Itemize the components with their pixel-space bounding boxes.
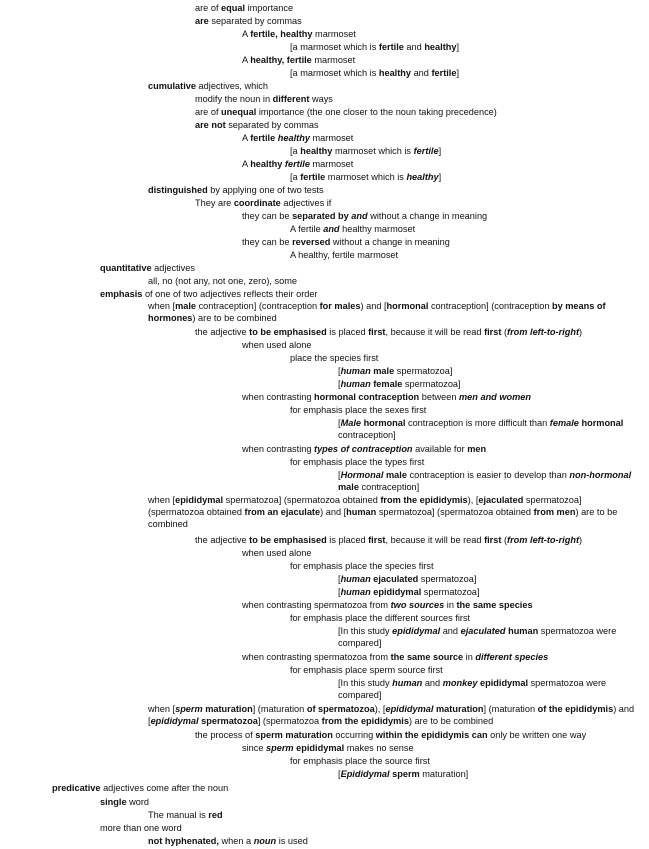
text-run: when contrasting bbox=[242, 444, 315, 454]
text-run: sperm bbox=[175, 704, 203, 714]
outline-line bbox=[242, 443, 486, 455]
text-run: when a bbox=[218, 836, 254, 846]
outline-line bbox=[290, 67, 459, 79]
text-run: ( bbox=[501, 535, 508, 545]
text-run: healthy bbox=[277, 133, 310, 143]
text-run: separated by commas bbox=[225, 120, 319, 130]
text-run: fertile bbox=[284, 159, 310, 169]
text-run: without a change in meaning bbox=[330, 237, 450, 247]
text-run: men and women bbox=[459, 392, 531, 402]
text-run: contraception] (contraception bbox=[196, 301, 320, 311]
text-run: spermatozoa bbox=[201, 716, 258, 726]
text-run: separated by commas bbox=[208, 16, 302, 26]
text-run: marmoset which is bbox=[325, 172, 407, 182]
text-run: ) are to be combined bbox=[192, 313, 277, 323]
text-run: separated by bbox=[292, 211, 352, 221]
text-run: ) bbox=[579, 535, 583, 545]
text-run: when [ bbox=[148, 495, 176, 505]
outline-line bbox=[290, 560, 434, 572]
text-run: emphasis bbox=[100, 289, 143, 299]
outline-line bbox=[242, 132, 353, 144]
text-run: spermatozoa] bbox=[421, 587, 480, 597]
text-run: from left-to-right bbox=[507, 535, 579, 545]
text-run: sperm maturation bbox=[255, 730, 333, 740]
text-run: is placed bbox=[326, 535, 369, 545]
text-run: epididymal bbox=[385, 704, 434, 714]
text-run: they can be bbox=[242, 237, 293, 247]
text-run: human bbox=[392, 678, 423, 688]
outline-line bbox=[338, 586, 479, 598]
outline-line bbox=[148, 835, 308, 847]
text-run: male bbox=[175, 301, 197, 311]
text-run: word bbox=[126, 797, 150, 807]
text-run: hormonal bbox=[386, 301, 429, 311]
text-run: hormonal bbox=[363, 418, 406, 428]
text-run: ) are to be combined bbox=[408, 716, 494, 726]
text-run: ), [ bbox=[467, 495, 479, 505]
text-run: quantitative bbox=[100, 263, 152, 273]
text-run: , because it will be read bbox=[385, 327, 485, 337]
text-run: red bbox=[208, 810, 223, 820]
text-run: different bbox=[272, 94, 310, 104]
text-run: healthy bbox=[406, 172, 439, 182]
text-run: when contrasting spermatozoa from bbox=[242, 652, 391, 662]
outline-line bbox=[290, 612, 470, 624]
text-run: the process of bbox=[195, 730, 256, 740]
text-run: since bbox=[242, 743, 267, 753]
text-run: A bbox=[242, 159, 251, 169]
text-run: marmoset bbox=[309, 159, 354, 169]
outline-line bbox=[148, 703, 640, 727]
text-run: reversed bbox=[292, 237, 331, 247]
outline-line bbox=[195, 534, 582, 546]
text-run: [ bbox=[338, 769, 341, 779]
text-run: ejaculated bbox=[373, 574, 419, 584]
text-run: contraception] bbox=[338, 430, 396, 440]
text-run: ] bbox=[438, 172, 442, 182]
text-run: are bbox=[195, 16, 209, 26]
text-run: coordinate bbox=[233, 198, 281, 208]
outline-line bbox=[148, 80, 268, 92]
text-run: spermatozoa were compared] bbox=[338, 626, 617, 648]
text-run: the same species bbox=[456, 600, 533, 610]
text-run: adjectives, which bbox=[196, 81, 269, 91]
outline-line bbox=[290, 145, 441, 157]
text-run: by applying one of two tests bbox=[207, 185, 324, 195]
text-run: to be emphasised bbox=[249, 327, 327, 337]
text-run: healthy bbox=[378, 68, 412, 78]
text-run: spermatozoa were compared] bbox=[338, 678, 607, 700]
text-run: ) bbox=[579, 327, 583, 337]
text-run: ( bbox=[501, 327, 508, 337]
outline-line bbox=[195, 15, 302, 27]
outline-line bbox=[148, 184, 324, 196]
text-run: healthy bbox=[250, 159, 283, 169]
text-run: first bbox=[484, 535, 502, 545]
text-run: epididymal bbox=[175, 495, 224, 505]
outline-line bbox=[52, 782, 228, 794]
text-run: [ bbox=[338, 574, 341, 584]
text-run: fertile bbox=[250, 133, 276, 143]
text-run: unequal bbox=[221, 107, 257, 117]
outline-line bbox=[290, 456, 424, 468]
text-run: Male bbox=[340, 418, 361, 428]
text-run: more than one word bbox=[100, 823, 182, 833]
text-run: human bbox=[340, 366, 371, 376]
text-run: for emphasis place the sexes first bbox=[290, 405, 427, 415]
text-run: not hyphenated, bbox=[148, 836, 219, 846]
text-run: are of bbox=[195, 107, 222, 117]
text-run: is placed bbox=[326, 327, 369, 337]
outline-line bbox=[242, 547, 311, 559]
outline-line bbox=[242, 210, 487, 222]
text-run: of the epididymis bbox=[537, 704, 614, 714]
outline-line bbox=[290, 171, 441, 183]
text-run: modify the noun in bbox=[195, 94, 273, 104]
text-run: hormonal contraception bbox=[314, 392, 420, 402]
text-run: ] (maturation bbox=[483, 704, 538, 714]
text-run: marmoset bbox=[312, 29, 356, 39]
text-run: healthy bbox=[424, 42, 457, 52]
outline-line bbox=[338, 573, 476, 585]
text-run: spermatozoa] bbox=[394, 366, 453, 376]
text-run: human bbox=[508, 626, 539, 636]
text-run: [ bbox=[338, 366, 341, 376]
outline-line bbox=[195, 197, 331, 209]
outline-line bbox=[338, 417, 643, 441]
text-run: female bbox=[373, 379, 403, 389]
outline-line bbox=[148, 809, 223, 821]
text-run: first bbox=[484, 327, 502, 337]
outline-line bbox=[338, 768, 468, 780]
text-run: contraception is more difficult than bbox=[405, 418, 550, 428]
text-run: predicative bbox=[52, 783, 101, 793]
outline-line bbox=[242, 599, 533, 611]
text-run: ), [ bbox=[374, 704, 386, 714]
text-run: fertile bbox=[378, 42, 404, 52]
text-run: ] bbox=[456, 42, 460, 52]
text-run: ) are to be combined bbox=[148, 507, 618, 529]
text-run: epididymal bbox=[373, 587, 422, 597]
text-run: ) and [ bbox=[360, 301, 387, 311]
outline-line bbox=[195, 326, 582, 338]
text-run: [a bbox=[290, 172, 301, 182]
text-run: cumulative bbox=[148, 81, 196, 91]
text-run: They are bbox=[195, 198, 234, 208]
outline-line bbox=[100, 796, 149, 808]
text-run: contraception] bbox=[358, 482, 420, 492]
text-run: [a marmoset which is bbox=[290, 42, 379, 52]
text-run: when used alone bbox=[242, 340, 312, 350]
text-run: within the epididymis can bbox=[375, 730, 488, 740]
text-run: spermatozoa] bbox=[418, 574, 477, 584]
text-run: first bbox=[368, 535, 386, 545]
text-run: female bbox=[549, 418, 579, 428]
text-run: contraception is easier to develop than bbox=[406, 470, 570, 480]
text-run: all, no (not any, not one, zero), some bbox=[148, 276, 297, 286]
outline-line bbox=[242, 28, 356, 40]
text-run: non-hormonal bbox=[569, 470, 632, 480]
text-run: between bbox=[419, 392, 460, 402]
text-run: healthy bbox=[300, 146, 333, 156]
text-run: when contrasting spermatozoa from bbox=[242, 600, 391, 610]
text-run: , because it will be read bbox=[385, 535, 485, 545]
text-run: when [ bbox=[148, 301, 176, 311]
text-run: hormonal bbox=[581, 418, 624, 428]
text-run: epididymal bbox=[296, 743, 345, 753]
text-run: monkey bbox=[442, 678, 478, 688]
text-run: in bbox=[444, 600, 457, 610]
text-run: fertile bbox=[413, 146, 439, 156]
text-run: [In this study bbox=[338, 678, 393, 688]
text-run: when used alone bbox=[242, 548, 312, 558]
text-run: fertile bbox=[431, 68, 457, 78]
outline-line bbox=[195, 119, 319, 131]
text-run: the same source bbox=[390, 652, 464, 662]
text-run: is used bbox=[276, 836, 308, 846]
outline-line bbox=[100, 288, 318, 300]
text-run: are of bbox=[195, 3, 222, 13]
text-run: A healthy, fertile marmoset bbox=[290, 250, 399, 260]
text-run: for emphasis place the species first bbox=[290, 561, 434, 571]
text-run: The manual is bbox=[148, 810, 209, 820]
text-run: human bbox=[340, 587, 371, 597]
text-run: maturation] bbox=[419, 769, 469, 779]
text-run: ejaculated bbox=[460, 626, 506, 636]
text-run: male bbox=[373, 366, 395, 376]
text-run: human bbox=[346, 507, 377, 517]
outline-line bbox=[195, 2, 293, 14]
text-run: ways bbox=[309, 94, 333, 104]
text-run: from the epididymis bbox=[321, 716, 409, 726]
outline-line bbox=[338, 677, 628, 701]
text-run: spermatozoa] (spermatozoa obtained bbox=[223, 495, 381, 505]
text-run: [ bbox=[338, 379, 341, 389]
outline-line bbox=[242, 54, 355, 66]
text-run: marmoset bbox=[311, 55, 356, 65]
text-run: Epididymal bbox=[340, 769, 390, 779]
text-run: and bbox=[411, 68, 432, 78]
text-run: occurring bbox=[332, 730, 376, 740]
text-run: human bbox=[340, 379, 371, 389]
text-run: of spermatozoa bbox=[306, 704, 375, 714]
text-run: from an ejaculate bbox=[244, 507, 321, 517]
text-run: spermatozoa] (spermatozoa obtained bbox=[376, 507, 534, 517]
text-run: for emphasis place the different sources first bbox=[290, 613, 471, 623]
outline-line bbox=[242, 742, 414, 754]
outline-line bbox=[290, 249, 398, 261]
outline-line bbox=[290, 404, 426, 416]
text-run: adjectives bbox=[151, 263, 195, 273]
text-run: fertile bbox=[300, 172, 326, 182]
text-run: sperm bbox=[266, 743, 294, 753]
text-run: epididymal bbox=[392, 626, 441, 636]
text-run: for emphasis place the types first bbox=[290, 457, 425, 467]
outline-line bbox=[195, 729, 586, 741]
text-run: ] (maturation bbox=[252, 704, 307, 714]
outline-line bbox=[338, 365, 452, 377]
text-run: marmoset bbox=[309, 133, 354, 143]
text-run: types of contraception bbox=[314, 444, 413, 454]
text-run: sperm bbox=[392, 769, 420, 779]
text-run: makes no sense bbox=[344, 743, 414, 753]
text-run: importance (the one closer to the noun taking precedence) bbox=[256, 107, 497, 117]
text-run: they can be bbox=[242, 211, 293, 221]
text-run: epididymal bbox=[150, 716, 199, 726]
text-run: ] bbox=[438, 146, 442, 156]
text-run: when [ bbox=[148, 704, 176, 714]
outline-line bbox=[242, 391, 531, 403]
text-run: distinguished bbox=[148, 185, 208, 195]
outline-line bbox=[290, 41, 459, 53]
outline-line bbox=[100, 262, 195, 274]
text-run: spermatozoa] (spermatozoa obtained bbox=[148, 495, 582, 517]
outline-line bbox=[195, 93, 333, 105]
text-run: and bbox=[323, 224, 340, 234]
text-run: men bbox=[467, 444, 487, 454]
text-run: for emphasis place the source first bbox=[290, 756, 430, 766]
text-run: from left-to-right bbox=[507, 327, 579, 337]
text-run: male bbox=[338, 482, 359, 492]
text-run: equal bbox=[221, 3, 246, 13]
text-run: for males bbox=[319, 301, 361, 311]
text-run: healthy marmoset bbox=[339, 224, 416, 234]
text-run: ] bbox=[456, 68, 460, 78]
text-run: to be emphasised bbox=[249, 535, 327, 545]
text-run: ] (spermatozoa bbox=[257, 716, 322, 726]
text-run: first bbox=[368, 327, 386, 337]
text-run: the adjective bbox=[195, 327, 250, 337]
text-run: are not bbox=[195, 120, 226, 130]
text-run: without a change in meaning bbox=[367, 211, 488, 221]
outline-line bbox=[338, 625, 633, 649]
text-run: ) and [ bbox=[320, 507, 347, 517]
text-run: noun bbox=[253, 836, 277, 846]
text-run: adjectives come after the noun bbox=[100, 783, 229, 793]
text-run: and bbox=[440, 626, 461, 636]
text-run: marmoset which is bbox=[332, 146, 414, 156]
outline-line bbox=[242, 339, 311, 351]
text-run: only be written one way bbox=[487, 730, 587, 740]
text-run: place the species first bbox=[290, 353, 379, 363]
text-run: [a bbox=[290, 146, 301, 156]
text-run: adjectives if bbox=[280, 198, 332, 208]
text-run: human bbox=[340, 574, 371, 584]
text-run: importance bbox=[245, 3, 294, 13]
outline-line bbox=[148, 300, 640, 324]
text-run: and bbox=[422, 678, 443, 688]
text-run: healthy, fertile bbox=[250, 55, 312, 65]
text-run: available for bbox=[412, 444, 468, 454]
outline-line bbox=[100, 822, 182, 834]
text-run: contraception] (contraception bbox=[428, 301, 552, 311]
text-run: different species bbox=[475, 652, 549, 662]
text-run: ) and [ bbox=[148, 704, 635, 726]
text-run: the adjective bbox=[195, 535, 250, 545]
text-run: fertile, healthy bbox=[250, 29, 313, 39]
text-run: A bbox=[242, 55, 251, 65]
text-run: A bbox=[242, 29, 251, 39]
text-run: single bbox=[100, 797, 127, 807]
text-run: maturation bbox=[436, 704, 484, 714]
outline-line bbox=[242, 236, 450, 248]
outline-line bbox=[242, 158, 353, 170]
text-run: [ bbox=[338, 470, 341, 480]
outline-line bbox=[290, 664, 443, 676]
outline-line bbox=[290, 755, 430, 767]
outline-line bbox=[338, 469, 643, 493]
outline-line bbox=[290, 223, 415, 235]
text-run: [In this study bbox=[338, 626, 393, 636]
text-run: A bbox=[242, 133, 251, 143]
text-run: A fertile bbox=[290, 224, 324, 234]
text-run: spermatozoa] bbox=[402, 379, 461, 389]
outline-line bbox=[338, 378, 461, 390]
text-run: Hormonal bbox=[340, 470, 384, 480]
text-run: [a marmoset which is bbox=[290, 68, 379, 78]
text-run: ejaculated bbox=[478, 495, 524, 505]
text-run: and bbox=[403, 42, 425, 52]
text-run: [ bbox=[338, 587, 341, 597]
text-run: when contrasting bbox=[242, 392, 315, 402]
text-run: epididymal bbox=[480, 678, 528, 688]
outline-line bbox=[195, 106, 497, 118]
text-run: from the epididymis bbox=[380, 495, 468, 505]
outline-line bbox=[242, 651, 548, 663]
outline-line bbox=[148, 494, 640, 530]
text-run: for emphasis place sperm source first bbox=[290, 665, 443, 675]
text-run: by means of hormones bbox=[148, 301, 606, 323]
text-run: two sources bbox=[390, 600, 445, 610]
text-run: maturation bbox=[205, 704, 253, 714]
outline-line bbox=[148, 275, 297, 287]
text-run: in bbox=[463, 652, 476, 662]
outline-line bbox=[290, 352, 378, 364]
text-run: of one of two adjectives reflects their order bbox=[142, 289, 318, 299]
text-run: from men bbox=[533, 507, 576, 517]
text-run: and bbox=[351, 211, 368, 221]
text-run: male bbox=[386, 470, 407, 480]
text-run: [ bbox=[338, 418, 341, 428]
